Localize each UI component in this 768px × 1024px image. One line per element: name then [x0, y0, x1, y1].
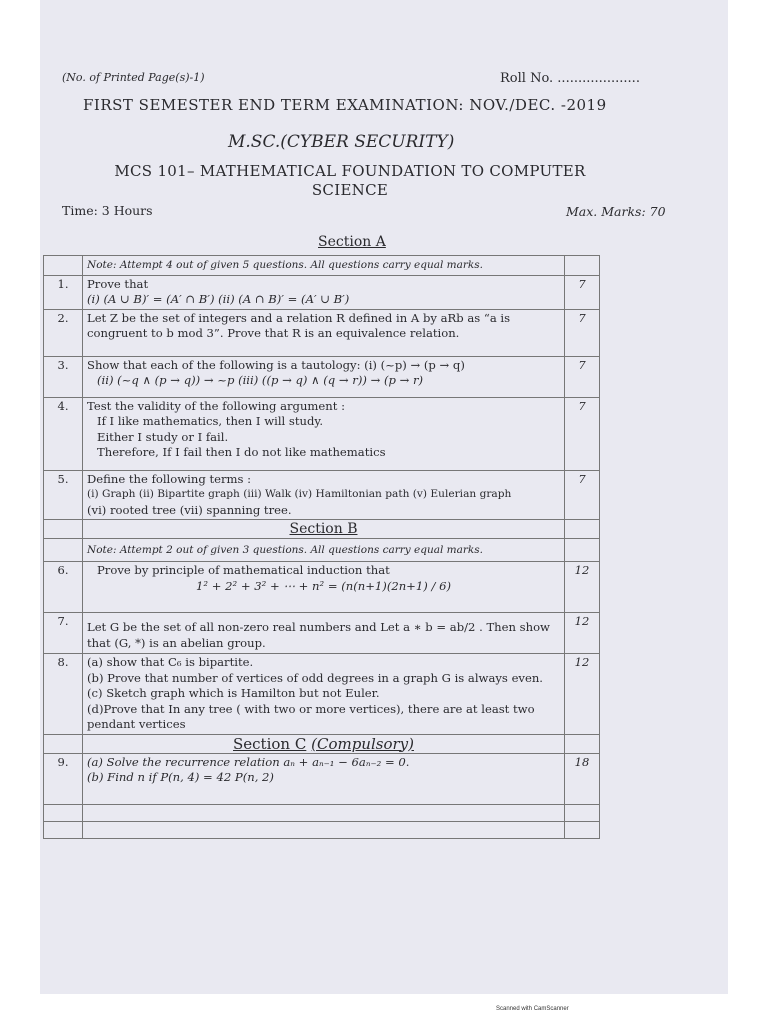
section-c-title: Section C — [233, 734, 307, 753]
question-text: (ii) (~q ∧ (p → q)) → ~p (iii) ((p → q) ∧ (q → r)) → (p → r) — [97, 373, 424, 387]
question-text: Let G be the set of all non-zero real numbers and Let a ∗ b = ab/2 . Then show — [87, 620, 550, 634]
max-marks: Max. Marks: 70 — [566, 204, 666, 219]
section-c-compulsory-label: (Compulsory) — [311, 734, 414, 753]
scanner-watermark: Scanned with CamScanner — [496, 1006, 569, 1012]
question-text: congruent to b mod 3”. Prove that R is an equivalence relation. — [87, 326, 460, 340]
table-row — [44, 753, 600, 804]
table-row — [44, 356, 600, 397]
question-marks: 12 — [565, 654, 600, 735]
table-row — [44, 654, 600, 735]
section-a-note-row — [44, 256, 600, 276]
question-number: 5. — [44, 470, 83, 520]
question-text: Test the validity of the following argument : — [87, 398, 345, 413]
question-text: Let Z be the set of integers and a relation R defined in A by aRb as “a is — [87, 310, 511, 325]
question-text: (a) Solve the recurrence relation aₙ + aₙ₋₁ − 6aₙ₋₂ = 0. — [87, 754, 410, 769]
question-marks: 7 — [565, 470, 600, 520]
question-number: 4. — [44, 397, 83, 470]
section-c-title-row — [44, 734, 600, 753]
question-text: that (G, *) is an abelian group. — [87, 635, 266, 650]
question-text: Show that each of the following is a tautology: (i) (~p) → (p → q) — [87, 357, 465, 372]
question-text: Therefore, If I fail then I do not like mathematics — [97, 445, 386, 459]
question-marks: 12 — [565, 562, 600, 613]
question-text: (b) Prove that number of vertices of odd degrees in a graph G is always even. — [87, 670, 543, 685]
question-text: (i) (A ∪ B)′ = (A′ ∩ B′) (ii) (A ∩ B)′ = (A′ ∪ B′) — [87, 292, 350, 306]
question-marks: 12 — [565, 613, 600, 654]
question-text: (c) Sketch graph which is Hamilton but not Euler. — [87, 686, 380, 700]
question-marks: 7 — [565, 309, 600, 356]
question-number: 3. — [44, 356, 83, 397]
question-number: 7. — [44, 613, 83, 654]
section-b-note-row — [44, 539, 600, 562]
exam-title: FIRST SEMESTER END TERM EXAMINATION: NOV./DEC. -2019 — [83, 96, 607, 114]
question-number: 9. — [44, 753, 83, 804]
table-row — [44, 470, 600, 520]
table-row — [44, 613, 600, 654]
question-text: Prove by principle of mathematical induction that — [97, 563, 390, 577]
section-b-title-row — [44, 520, 600, 539]
table-row — [44, 562, 600, 613]
question-text: Either I study or I fail. — [97, 429, 229, 444]
printed-pages-note: (No. of Printed Page(s)-1) — [62, 71, 205, 84]
section-b-note: Note: Attempt 2 out of given 3 questions. All questions carry equal marks. — [87, 543, 484, 556]
question-text: (b) Find n if P(n, 4) = 42 P(n, 2) — [87, 770, 274, 784]
question-text: If I like mathematics, then I will study. — [97, 414, 324, 428]
section-b-title: Section B — [289, 521, 358, 537]
program-title: M.SC.(CYBER SECURITY) — [228, 132, 455, 152]
exam-duration: Time: 3 Hours — [62, 203, 153, 218]
question-text: (a) show that C₆ is bipartite. — [87, 655, 254, 669]
roll-number-field: Roll No. .................... — [500, 71, 640, 86]
question-marks: 7 — [565, 397, 600, 470]
question-text: 1² + 2² + 3² + ⋯ + n² = (n(n+1)(2n+1) / 6) — [196, 578, 451, 593]
question-table — [43, 255, 600, 839]
question-text: Prove that — [87, 276, 149, 291]
question-marks: 7 — [565, 356, 600, 397]
question-number: 2. — [44, 309, 83, 356]
table-row — [44, 309, 600, 356]
question-marks: 7 — [565, 275, 600, 309]
section-a-note: Note: Attempt 4 out of given 5 questions. All questions carry equal marks. — [87, 259, 484, 271]
question-text: (i) Graph (ii) Bipartite graph (iii) Walk (iv) Hamiltonian path (v) Eulerian graph — [87, 488, 512, 500]
section-a-title: Section A — [318, 234, 386, 250]
question-text: Define the following terms : — [87, 471, 252, 486]
course-title-line1: MCS 101– MATHEMATICAL FOUNDATION TO COMPUTER — [114, 162, 586, 180]
course-title-line2: SCIENCE — [311, 181, 389, 199]
question-number: 1. — [44, 275, 83, 309]
table-row — [44, 821, 600, 838]
question-number: 8. — [44, 654, 83, 735]
question-marks: 18 — [565, 753, 600, 804]
question-text: (vi) rooted tree (vii) spanning tree. — [87, 502, 292, 517]
table-row — [44, 804, 600, 821]
question-text: (d)Prove that In any tree ( with two or more vertices), there are at least two — [87, 701, 535, 716]
question-number: 6. — [44, 562, 83, 613]
table-row — [44, 397, 600, 470]
table-row — [44, 275, 600, 309]
question-text: pendant vertices — [87, 717, 186, 731]
